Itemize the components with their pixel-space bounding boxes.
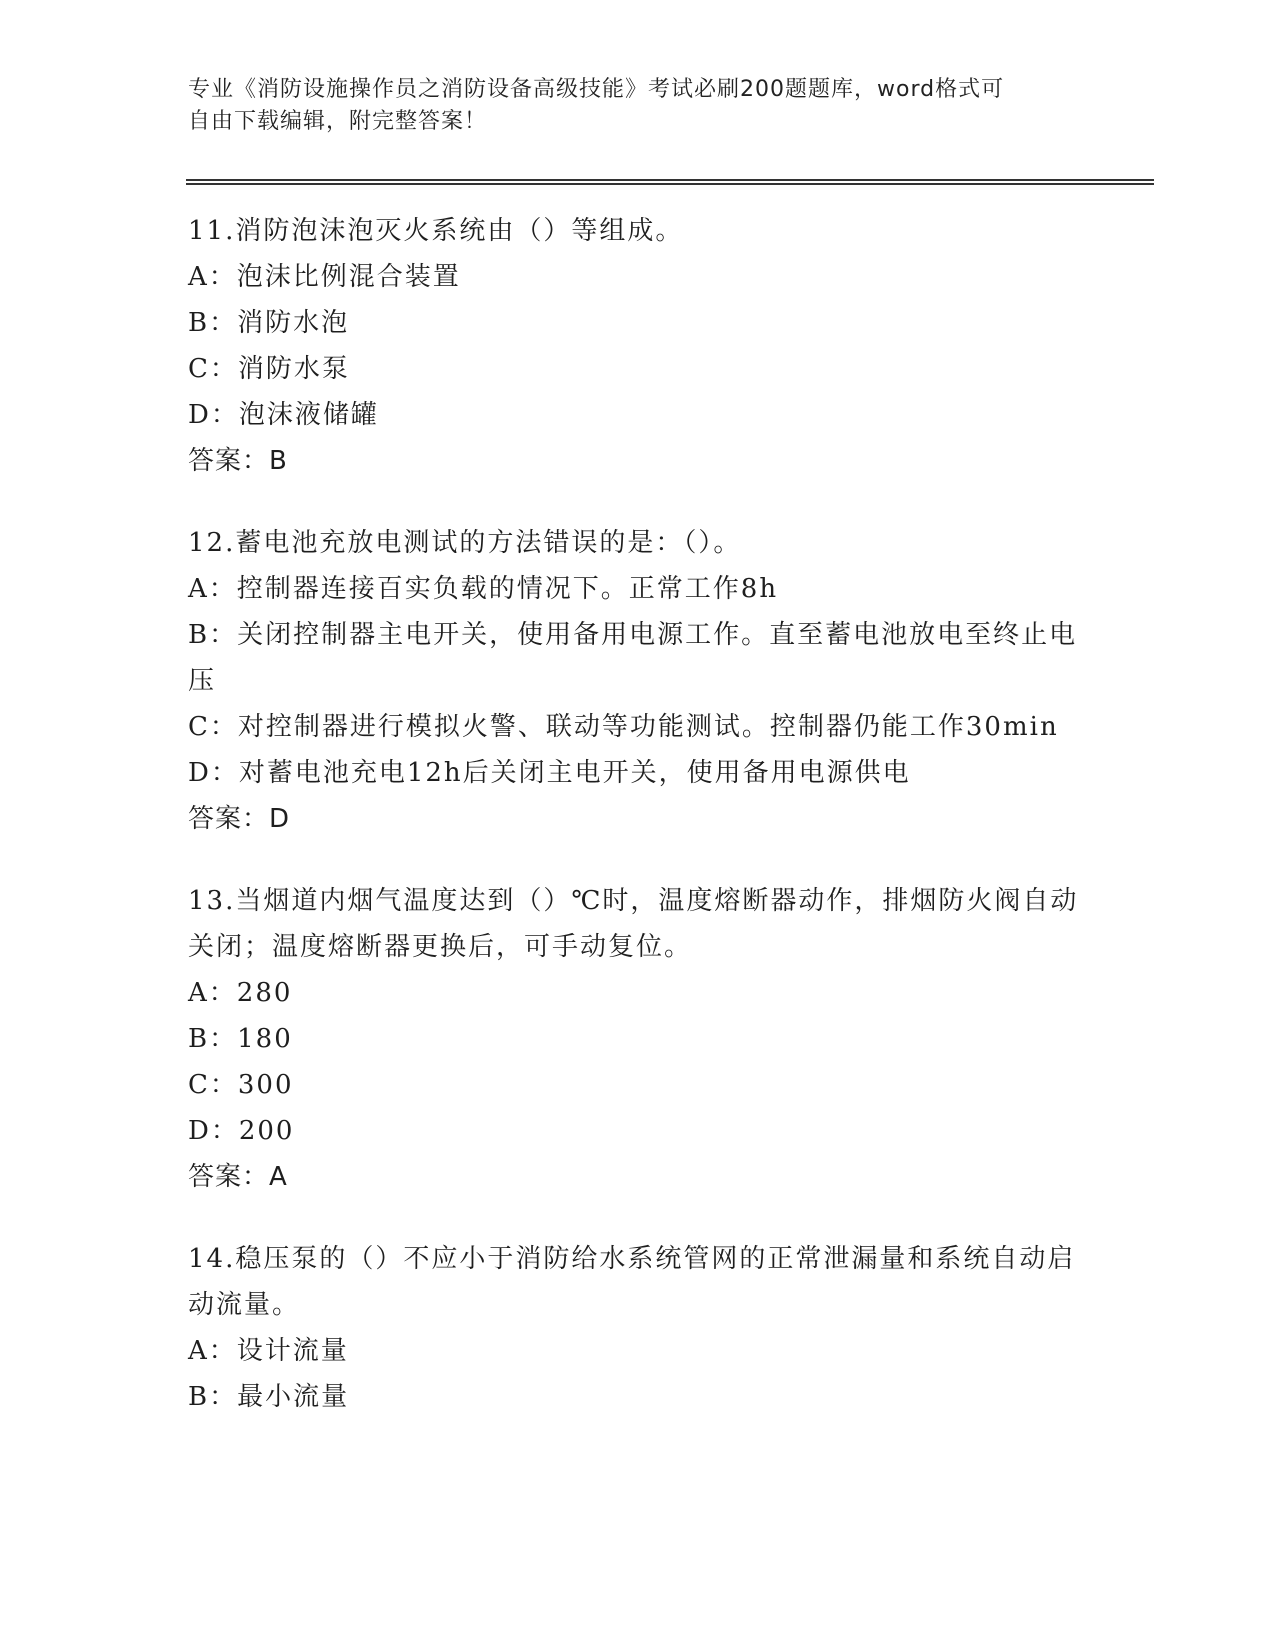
question-stem: 12.蓄电池充放电测试的方法错误的是：（）。	[188, 528, 742, 558]
header-rule-top	[186, 179, 1154, 181]
answer: 答案：B	[188, 446, 288, 476]
question-12	[188, 520, 1088, 842]
question-13	[188, 878, 1088, 1200]
option-c: C：对控制器进行模拟火警、联动等功能测试。控制器仍能工作30min	[188, 712, 1059, 742]
question-stem: 13.当烟道内烟气温度达到（）℃时，温度熔断器动作，排烟防火阀自动关闭；温度熔断器更换后，可手动复位。	[188, 886, 1079, 962]
answer: 答案：A	[188, 1162, 288, 1192]
option-b: B：180	[188, 1024, 293, 1054]
option-c: C：300	[188, 1070, 294, 1100]
question-11	[188, 208, 1088, 484]
option-b: B：最小流量	[188, 1382, 350, 1412]
option-a: A：设计流量	[188, 1336, 349, 1366]
option-d: D：泡沫液储罐	[188, 400, 379, 430]
option-a: A：控制器连接百实负载的情况下。正常工作8h	[188, 574, 779, 604]
question-list	[188, 208, 1088, 1456]
document-header	[188, 74, 1088, 138]
option-c: C：消防水泵	[188, 354, 350, 384]
option-b: B：消防水泡	[188, 308, 350, 338]
header-line-2: 自由下载编辑，附完整答案！	[188, 109, 488, 134]
option-a: A：泡沫比例混合装置	[188, 262, 461, 292]
question-stem: 11.消防泡沫泡灭火系统由（）等组成。	[188, 216, 684, 246]
option-d: D：对蓄电池充电12h后关闭主电开关，使用备用电源供电	[188, 758, 911, 788]
answer: 答案：D	[188, 804, 291, 834]
question-14	[188, 1236, 1088, 1420]
header-rule-bottom	[186, 183, 1154, 185]
header-line-1: 专业《消防设施操作员之消防设备高级技能》考试必刷200题题库，word格式可	[188, 77, 1005, 102]
option-d: D：200	[188, 1116, 295, 1146]
question-stem: 14.稳压泵的（）不应小于消防给水系统管网的正常泄漏量和系统自动启动流量。	[188, 1244, 1076, 1320]
option-a: A：280	[188, 978, 293, 1008]
option-b: B：关闭控制器主电开关，使用备用电源工作。直至蓄电池放电至终止电压	[188, 620, 1078, 696]
